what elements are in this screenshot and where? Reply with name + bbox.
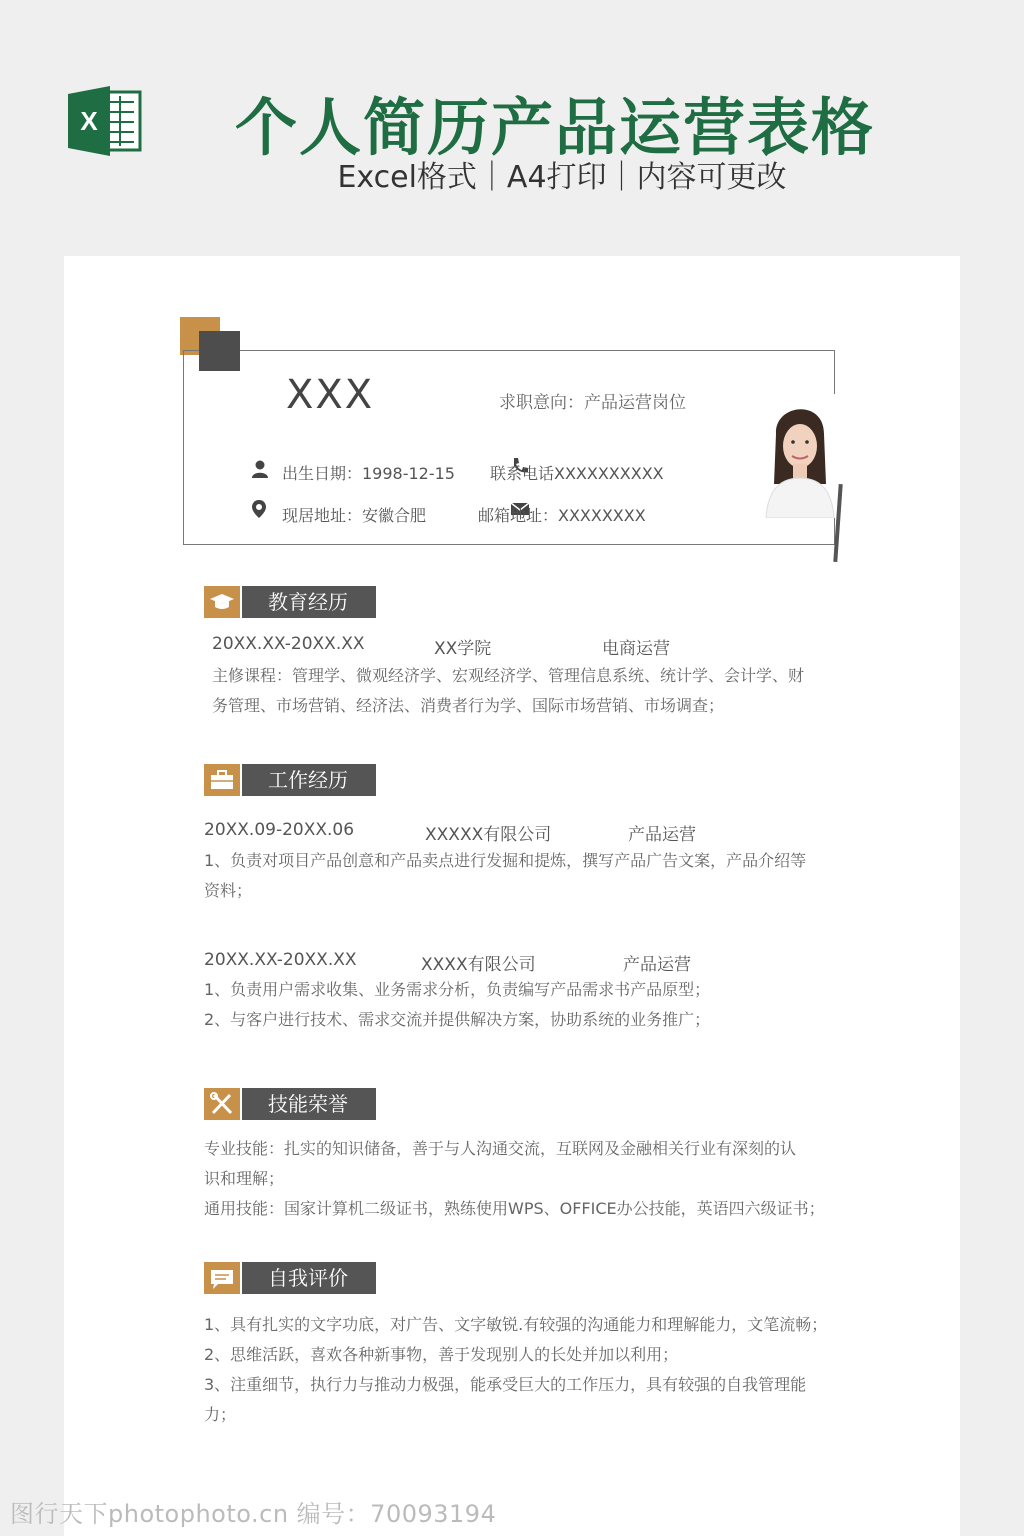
profile-name: XXX (286, 372, 375, 418)
tools-icon (204, 1088, 240, 1120)
profile-photo (764, 394, 836, 518)
job-role: 产品运营 (623, 955, 691, 975)
section-skills (204, 1088, 376, 1120)
skills-line: 专业技能：扎实的知识储备，善于与人沟通交流，互联网及金融相关行业有深刻的认 (204, 1139, 797, 1158)
watermark: 图行天下photophoto.cn 编号：70093194 (10, 1500, 497, 1528)
phone-number: 联系电话XXXXXXXXXX (490, 464, 664, 483)
section-education (204, 586, 376, 618)
job-date: 20XX.XX-20XX.XX (204, 950, 357, 970)
edu-date: 20XX.XX-20XX.XX (212, 634, 365, 654)
self-eval-line: 力； (204, 1405, 237, 1424)
section-work (204, 764, 376, 796)
graduation-cap-icon (204, 586, 240, 618)
edu-major: 电商运营 (602, 639, 670, 659)
section-title: 技能荣誉 (242, 1088, 376, 1120)
job-company: XXXXX有限公司 (425, 825, 552, 845)
section-title: 自我评价 (242, 1262, 376, 1294)
page-subtitle: Excel格式｜A4打印｜内容可更改 (337, 160, 787, 195)
person-icon (250, 459, 270, 479)
job-intent: 求职意向：产品运营岗位 (499, 393, 686, 413)
edu-courses-line: 务管理、市场营销、经济法、消费者行为学、国际市场营销、市场调查； (212, 696, 725, 715)
self-eval-line: 3、注重细节，执行力与推动力极强，能承受巨大的工作压力，具有较强的自我管理能 (204, 1375, 807, 1394)
section-title: 工作经历 (242, 764, 376, 796)
self-eval-line: 2、思维活跃，喜欢各种新事物，善于发现别人的长处并加以利用； (204, 1345, 679, 1364)
edu-courses-line: 主修课程：管理学、微观经济学、宏观经济学、管理信息系统、统计学、会计学、财 (212, 666, 805, 685)
job-date: 20XX.09-20XX.06 (204, 820, 355, 840)
svg-text:X: X (80, 106, 98, 136)
page-title: 个人简历产品运营表格 (234, 91, 875, 164)
decor-square-dark (199, 331, 240, 371)
section-self-evaluation (204, 1262, 376, 1294)
speech-bubble-icon (204, 1262, 240, 1294)
location-pin-icon (249, 499, 269, 519)
job-duty-line: 2、与客户进行技术、需求交流并提供解决方案，协助系统的业务推广； (204, 1010, 711, 1029)
skills-line: 识和理解； (204, 1169, 285, 1188)
job-duty-line: 资料； (204, 881, 253, 900)
self-eval-line: 1、具有扎实的文字功底，对广告、文字敏锐.有较强的沟通能力和理解能力，文笔流畅； (204, 1315, 828, 1334)
address: 现居地址：安徽合肥 (282, 506, 427, 525)
section-title: 教育经历 (242, 586, 376, 618)
job-company: XXXX有限公司 (421, 955, 536, 975)
birth-date: 出生日期：1998-12-15 (282, 464, 455, 483)
job-duty-line: 1、负责用户需求收集、业务需求分析，负责编写产品需求书产品原型； (204, 980, 711, 999)
email: 邮箱地址：XXXXXXXX (478, 506, 646, 525)
skills-line: 通用技能：国家计算机二级证书，熟练使用WPS、OFFICE办公技能，英语四六级证书； (204, 1199, 825, 1218)
edu-school: XX学院 (434, 639, 492, 659)
job-duty-line: 1、负责对项目产品创意和产品卖点进行发掘和提炼，撰写产品广告文案，产品介绍等 (204, 851, 807, 870)
briefcase-icon (204, 764, 240, 796)
job-role: 产品运营 (628, 825, 696, 845)
